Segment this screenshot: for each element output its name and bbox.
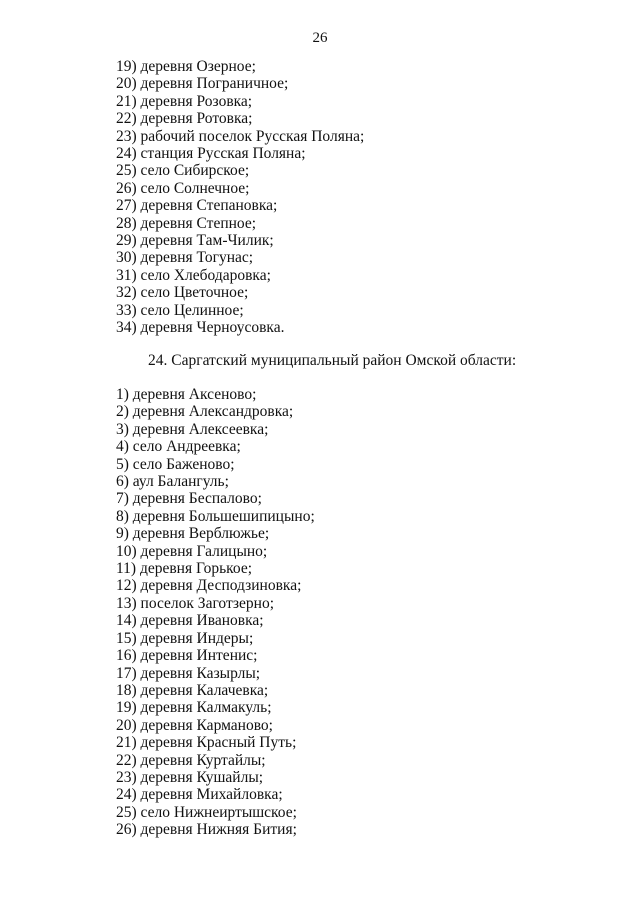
list-item: 24) деревня Михайловка; bbox=[116, 786, 283, 804]
list-item: 22) деревня Ротовка; bbox=[116, 110, 253, 128]
list-item: 23) деревня Кушайлы; bbox=[116, 768, 264, 786]
list-item: 15) деревня Индеры; bbox=[116, 629, 254, 647]
list-item: 23) рабочий поселок Русская Поляна; bbox=[116, 127, 365, 145]
list-item: 27) деревня Степановка; bbox=[116, 197, 278, 215]
list-item: 9) деревня Верблюжье; bbox=[116, 525, 270, 543]
list-item: 28) деревня Степное; bbox=[116, 214, 257, 232]
list-item: 7) деревня Беспалово; bbox=[116, 490, 262, 508]
list-item: 33) село Целинное; bbox=[116, 301, 244, 319]
list-item: 13) поселок Заготзерно; bbox=[116, 594, 275, 612]
page-number: 26 bbox=[312, 30, 328, 46]
list-item: 26) деревня Нижняя Бития; bbox=[116, 821, 297, 839]
list-item: 26) село Солнечное; bbox=[116, 179, 250, 197]
list-item: 12) деревня Десподзиновка; bbox=[116, 577, 302, 595]
list-item: 21) деревня Красный Путь; bbox=[116, 734, 297, 752]
list-item: 25) село Сибирское; bbox=[116, 162, 250, 180]
list-item: 10) деревня Галицыно; bbox=[116, 542, 268, 560]
list-item: 11) деревня Горькое; bbox=[116, 560, 253, 578]
list-item: 3) деревня Алексеевка; bbox=[116, 420, 269, 438]
list-item: 6) аул Балангуль; bbox=[116, 473, 229, 491]
list-item: 32) село Цветочное; bbox=[116, 284, 249, 302]
list-item: 19) деревня Калмакуль; bbox=[116, 699, 272, 717]
list-item: 16) деревня Интенис; bbox=[116, 647, 258, 665]
list-item: 5) село Баженово; bbox=[116, 455, 235, 473]
section-heading: 24. Саргатский муниципальный район Омской области: bbox=[148, 352, 517, 369]
list-item: 25) село Нижнеиртышское; bbox=[116, 803, 297, 821]
list-item: 30) деревня Тогунас; bbox=[116, 249, 254, 267]
list-item: 34) деревня Черноусовка. bbox=[116, 319, 285, 337]
list-item: 2) деревня Александровка; bbox=[116, 403, 294, 421]
list-item: 18) деревня Калачевка; bbox=[116, 681, 269, 699]
list-item: 21) деревня Розовка; bbox=[116, 92, 253, 110]
list-item: 20) деревня Пограничное; bbox=[116, 75, 289, 93]
list-item: 19) деревня Озерное; bbox=[116, 58, 256, 75]
list-item: 4) село Андреевка; bbox=[116, 438, 241, 456]
settlement-list-continued bbox=[116, 58, 364, 337]
list-item: 24) станция Русская Поляна; bbox=[116, 145, 306, 163]
list-item: 29) деревня Там-Чилик; bbox=[116, 232, 274, 250]
settlement-list-sargatsky bbox=[116, 386, 315, 839]
list-item: 22) деревня Куртайлы; bbox=[116, 751, 266, 769]
list-item: 17) деревня Казырлы; bbox=[116, 664, 261, 682]
list-item: 20) деревня Карманово; bbox=[116, 716, 273, 734]
list-item: 31) село Хлебодаровка; bbox=[116, 266, 271, 284]
list-item: 8) деревня Большешипицыно; bbox=[116, 507, 315, 525]
list-item: 14) деревня Ивановка; bbox=[116, 612, 264, 630]
list-item: 1) деревня Аксеново; bbox=[116, 386, 257, 403]
